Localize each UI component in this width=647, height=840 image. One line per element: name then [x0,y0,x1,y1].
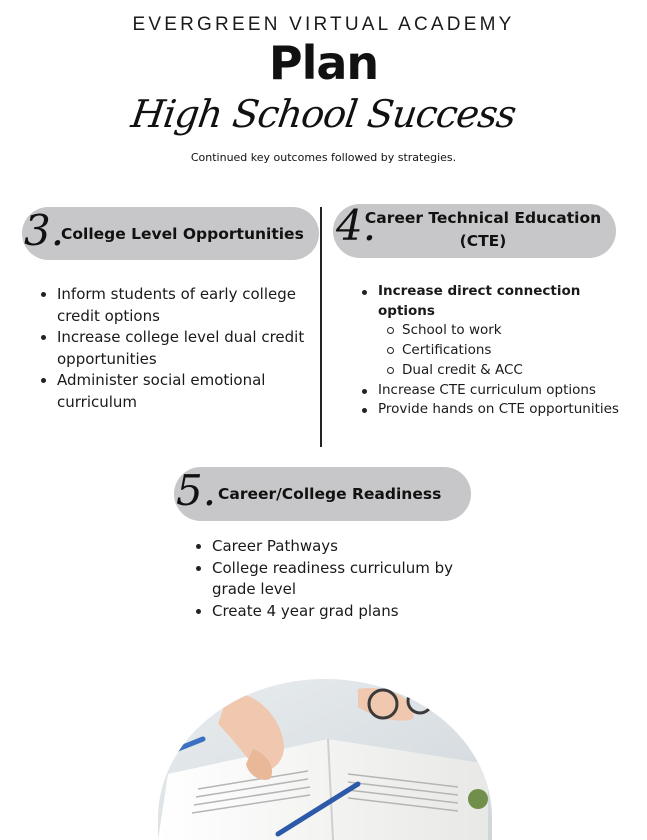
section-4-title [358,207,608,253]
list-item: Provide hands on CTE opportunities [360,400,640,420]
list-item: Increase CTE curriculum options [360,381,640,401]
section-3-number: 3. [24,206,65,255]
list-item: Inform students of early college credit options [39,284,319,327]
list-item-text: College readiness curriculum by grade level [212,558,454,598]
section-5-title: Career/College Readiness [218,485,442,503]
academy-name: EVERGREEN VIRTUAL ACADEMY [132,14,515,35]
intro-text: Continued key outcomes followed by strategies. [190,151,457,164]
section-4-number: 4. [336,201,377,250]
sub-list-item: Certifications [378,341,640,361]
list-item [360,282,640,381]
section-4-list [360,282,640,420]
sub-list-item: School to work [378,321,640,341]
page-title: Plan [268,36,379,90]
list-item-text: Increase direct connection options [378,283,581,319]
section-3-title: College Level Opportunities [61,225,304,243]
list-item [194,558,472,601]
list-item: Create 4 year grad plans [194,601,494,623]
list-item: Career Pathways [194,536,494,558]
photo-illustration [158,679,492,840]
section-4-title-line2: (CTE) [459,232,507,250]
page-subtitle: High School Success [128,92,519,136]
sub-list [378,321,640,380]
section-5-number: 5. [176,466,217,515]
column-divider [320,207,322,447]
section-5-list [194,536,494,622]
section-3-list [39,284,319,413]
student-reading-photo [158,679,492,840]
list-item: Administer social emotional curriculum [39,370,319,413]
section-4-title-line1: Career Technical Education [364,209,602,227]
sub-list-item: Dual credit & ACC [378,361,640,381]
list-item: Increase college level dual credit opportunities [39,327,319,370]
